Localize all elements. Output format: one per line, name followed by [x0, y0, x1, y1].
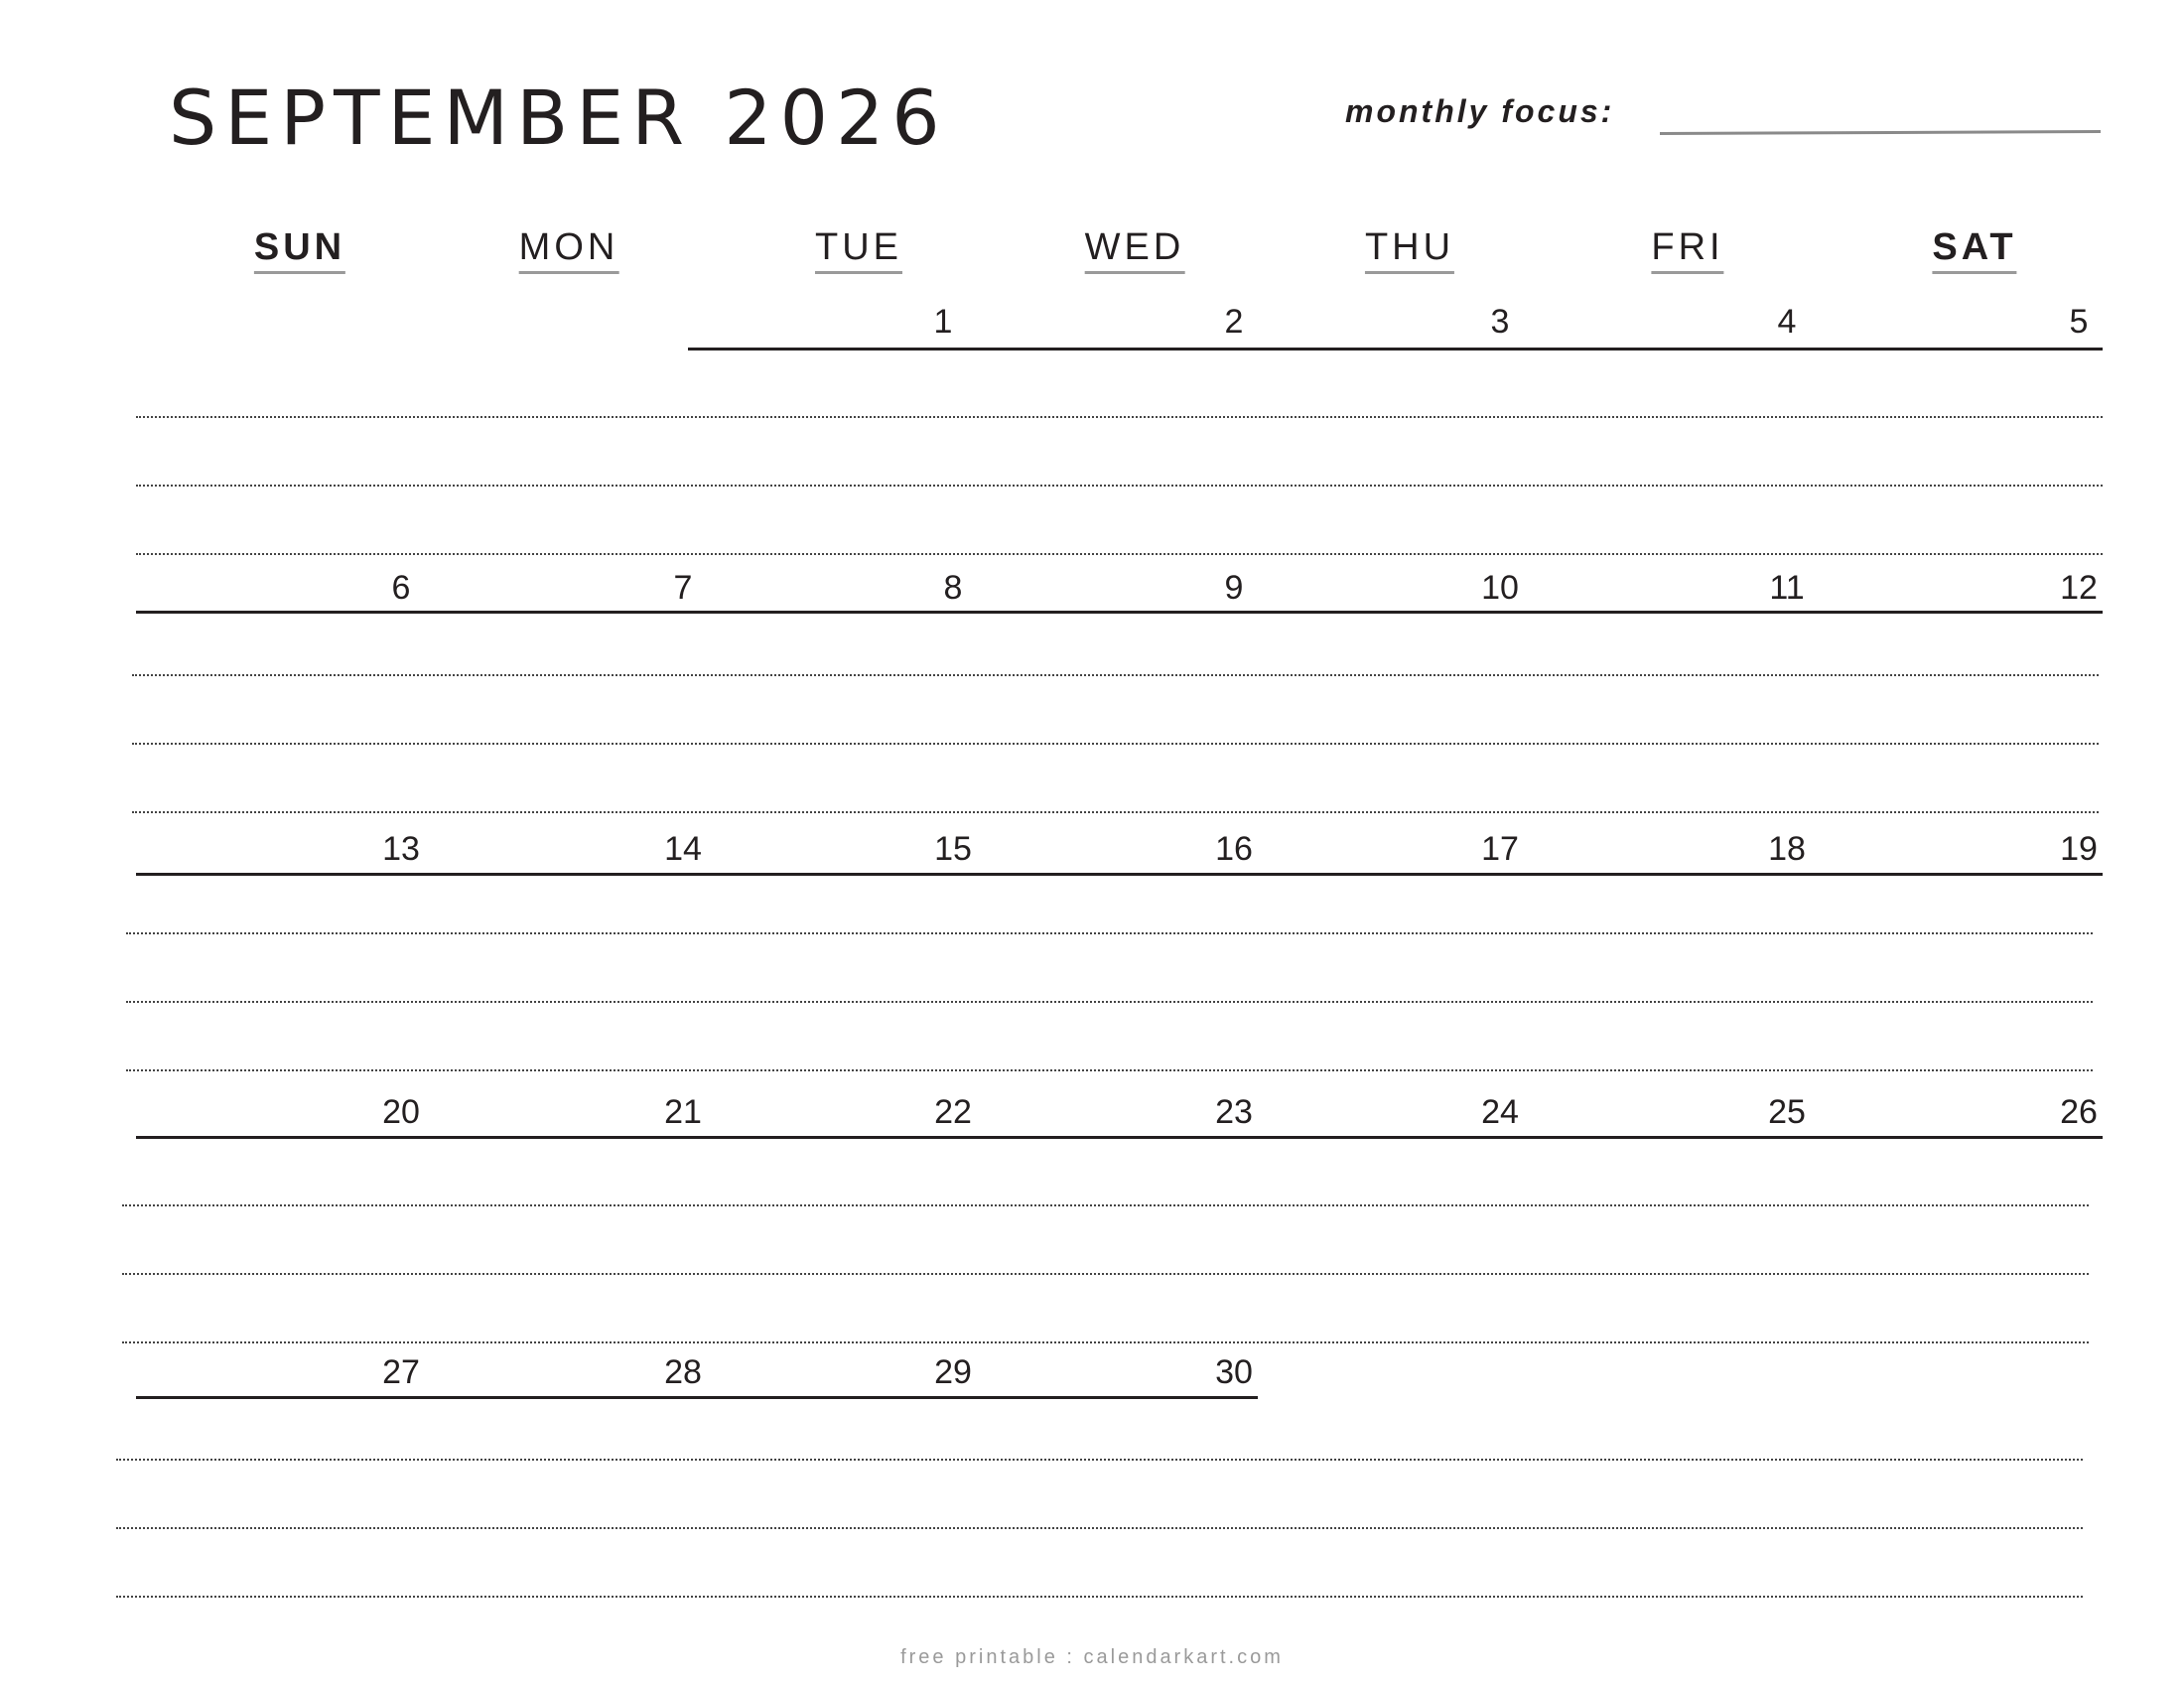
note-line	[122, 1273, 2089, 1275]
day-6: 6	[391, 569, 411, 607]
day-26: 26	[2060, 1093, 2098, 1131]
note-line	[116, 1527, 2083, 1529]
day-2: 2	[1224, 303, 1244, 341]
note-line	[126, 932, 2093, 934]
weekday-sun: SUN	[254, 226, 345, 274]
weekday-fri: FRI	[1651, 226, 1723, 274]
week-1-rule	[688, 348, 2103, 351]
note-line	[136, 416, 2103, 418]
day-10: 10	[1481, 569, 1519, 607]
day-11: 11	[1769, 569, 1805, 607]
note-line	[126, 1069, 2093, 1071]
page-title: SEPTEMBER 2026	[169, 73, 948, 162]
day-24: 24	[1481, 1093, 1519, 1131]
note-line	[132, 674, 2099, 676]
day-30: 30	[1215, 1353, 1253, 1391]
day-21: 21	[664, 1093, 702, 1131]
day-28: 28	[664, 1353, 702, 1391]
monthly-focus-write-line	[1660, 130, 2101, 135]
day-16: 16	[1215, 830, 1253, 868]
day-1: 1	[933, 303, 953, 341]
note-line	[136, 553, 2103, 555]
day-4: 4	[1777, 303, 1797, 341]
day-15: 15	[934, 830, 972, 868]
day-20: 20	[382, 1093, 420, 1131]
day-23: 23	[1215, 1093, 1253, 1131]
note-line	[132, 811, 2099, 813]
day-22: 22	[934, 1093, 972, 1131]
note-line	[122, 1204, 2089, 1206]
day-8: 8	[943, 569, 963, 607]
footer-credit: free printable : calendarkart.com	[900, 1646, 1284, 1668]
note-line	[132, 743, 2099, 745]
weekday-sat: SAT	[1932, 226, 2016, 274]
weekday-thu: THU	[1365, 226, 1454, 274]
day-17: 17	[1481, 830, 1519, 868]
day-14: 14	[664, 830, 702, 868]
monthly-focus-label: monthly focus:	[1345, 93, 1615, 129]
day-12: 12	[2060, 569, 2098, 607]
day-18: 18	[1768, 830, 1806, 868]
week-5-rule	[136, 1396, 1258, 1399]
note-line	[126, 1001, 2093, 1003]
week-3-rule	[136, 873, 2103, 876]
weekday-wed: WED	[1085, 226, 1185, 274]
day-7: 7	[673, 569, 693, 607]
day-9: 9	[1224, 569, 1244, 607]
day-27: 27	[382, 1353, 420, 1391]
day-5: 5	[2069, 303, 2089, 341]
weekday-mon: MON	[519, 226, 619, 274]
weekday-tue: TUE	[815, 226, 902, 274]
day-29: 29	[934, 1353, 972, 1391]
week-2-rule	[136, 611, 2103, 614]
day-25: 25	[1768, 1093, 1806, 1131]
note-line	[116, 1459, 2083, 1461]
week-4-rule	[136, 1136, 2103, 1139]
day-19: 19	[2060, 830, 2098, 868]
day-3: 3	[1490, 303, 1510, 341]
note-line	[116, 1596, 2083, 1598]
note-line	[136, 485, 2103, 487]
note-line	[122, 1341, 2089, 1343]
day-13: 13	[382, 830, 420, 868]
